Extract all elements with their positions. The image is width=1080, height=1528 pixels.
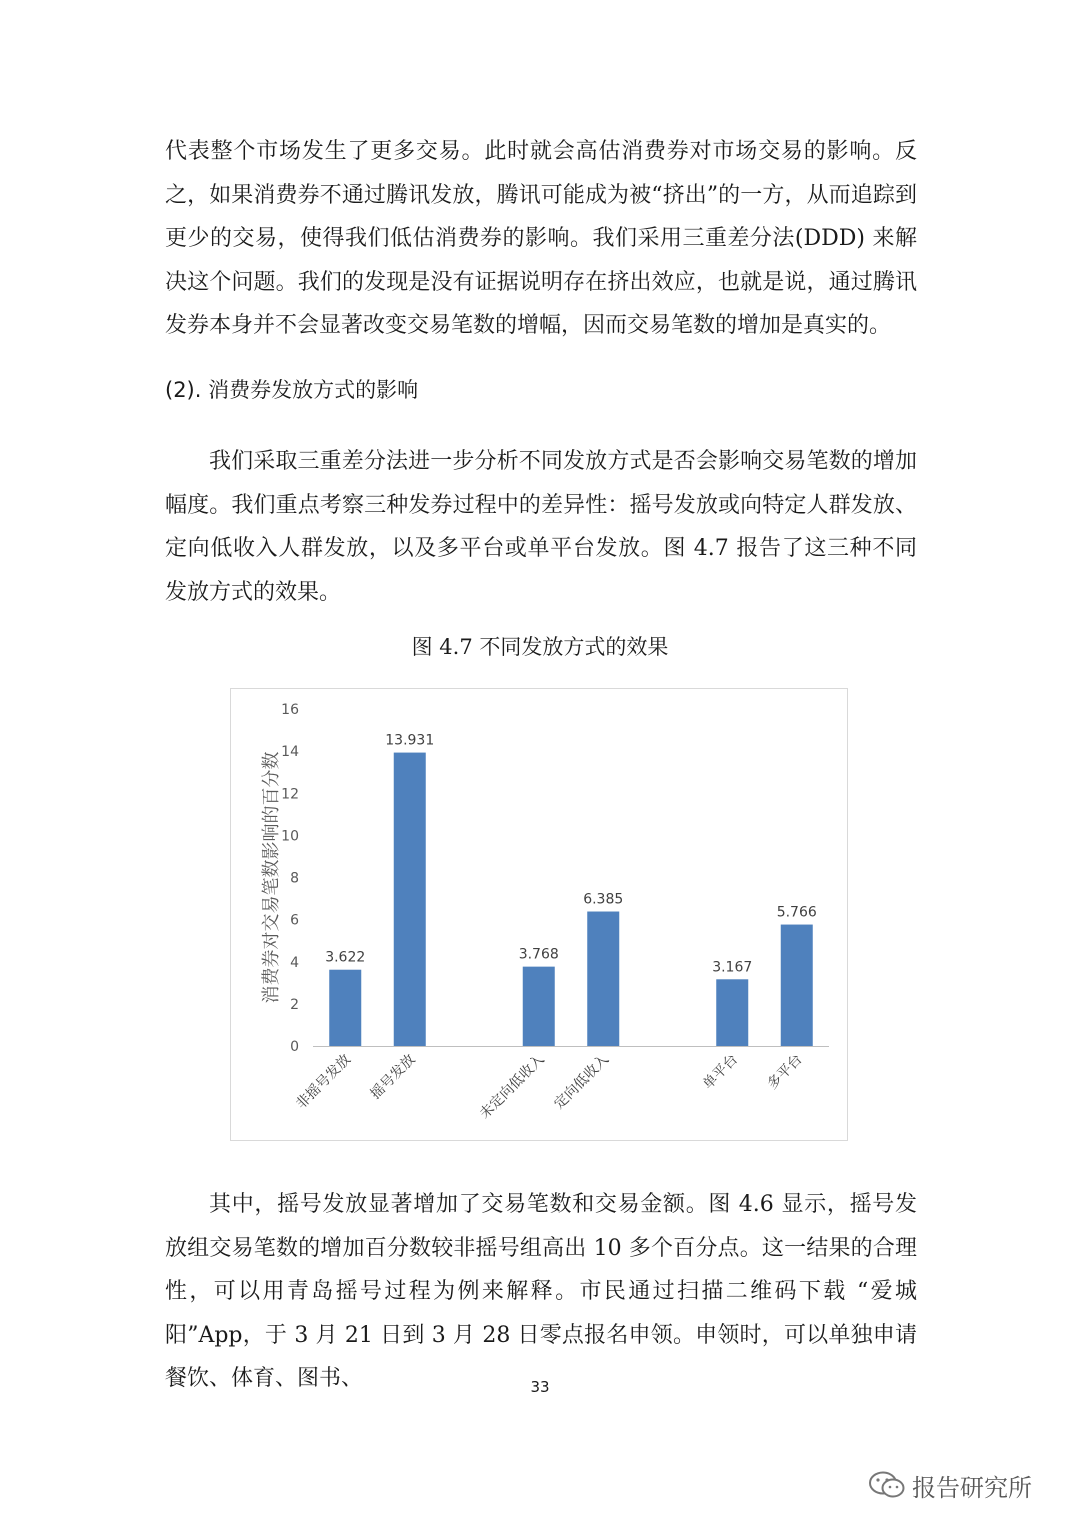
figure-caption: 图 4.7 不同发放方式的效果 [411, 635, 669, 659]
category-label: 单平台 [700, 1051, 742, 1093]
data-label: 3.622 [325, 949, 366, 966]
y-axis-label: 消费券对交易笔数影响的百分数 [261, 751, 282, 1004]
y-tick-label: 0 [290, 1039, 299, 1055]
bar [329, 970, 361, 1046]
paragraph-1: 代表整个市场发生了更多交易。此时就会高估消费券对市场交易的影响。反之，如果消费券不通过腾讯发放，腾讯可能成为被“挤出”的一方，从而追踪到更少的交易，使得我们低估消费券的影响。我们采用三重差分法(DDD) 来解决这个问题。我们的发现是没有证据说明存在挤出效应，也就是说，通过腾讯发券本身并不会显著改变交易笔数的增幅，因而交易笔数的增加是真实的。 [165, 139, 917, 338]
category-label: 非摇号发放 [293, 1051, 355, 1113]
y-tick-label: 4 [290, 954, 299, 971]
data-label: 3.167 [712, 959, 753, 976]
y-tick-label: 6 [290, 912, 299, 929]
chart-canvas [231, 689, 849, 1142]
paragraph-3: 其中，摇号发放显著增加了交易笔数和交易金额。图 4.6 显示，摇号发放组交易笔数的增加百分数较非摇号组高出 10 多个百分点。这一结果的合理性，可以用青岛摇号过程为例来解释。市民通过扫描二维码下载 “爱城阳”App，于 3 月 21 日到 3 月 28 日零点报名申领。申领时，可以单独申请餐饮、体育、图书、 [165, 1192, 917, 1391]
data-label: 3.768 [518, 946, 559, 963]
page-number: 33 [530, 1378, 550, 1396]
y-tick-label: 8 [290, 870, 299, 887]
watermark-text: 报告研究所 [912, 1473, 1032, 1502]
bar [587, 912, 619, 1046]
bar [716, 979, 748, 1046]
y-tick-label: 2 [290, 996, 299, 1013]
category-label: 定向低收入 [551, 1051, 613, 1113]
y-tick-label: 10 [281, 828, 299, 845]
data-label: 13.931 [385, 732, 435, 749]
bar [781, 925, 813, 1046]
paragraph-2: 我们采取三重差分法进一步分析不同发放方式是否会影响交易笔数的增加幅度。我们重点考察三种发券过程中的差异性：摇号发放或向特定人群发放、定向低收入人群发放，以及多平台或单平台发放。图 4.7 报告了这三种不同发放方式的效果。 [165, 449, 917, 605]
data-label: 5.766 [776, 904, 817, 921]
bar [523, 967, 555, 1046]
wechat-icon [868, 1470, 906, 1500]
y-tick-label: 14 [281, 744, 299, 761]
y-tick-label: 16 [281, 702, 299, 718]
bar-chart [230, 688, 848, 1141]
category-label: 摇号发放 [367, 1051, 419, 1103]
section-heading: (2). 消费券发放方式的影响 [165, 378, 419, 402]
category-label: 未定向低收入 [476, 1051, 548, 1123]
bar [394, 753, 426, 1046]
y-tick-label: 12 [281, 786, 299, 803]
category-label: 多平台 [764, 1051, 806, 1093]
watermark [868, 1468, 1032, 1502]
data-label: 6.385 [583, 891, 624, 908]
